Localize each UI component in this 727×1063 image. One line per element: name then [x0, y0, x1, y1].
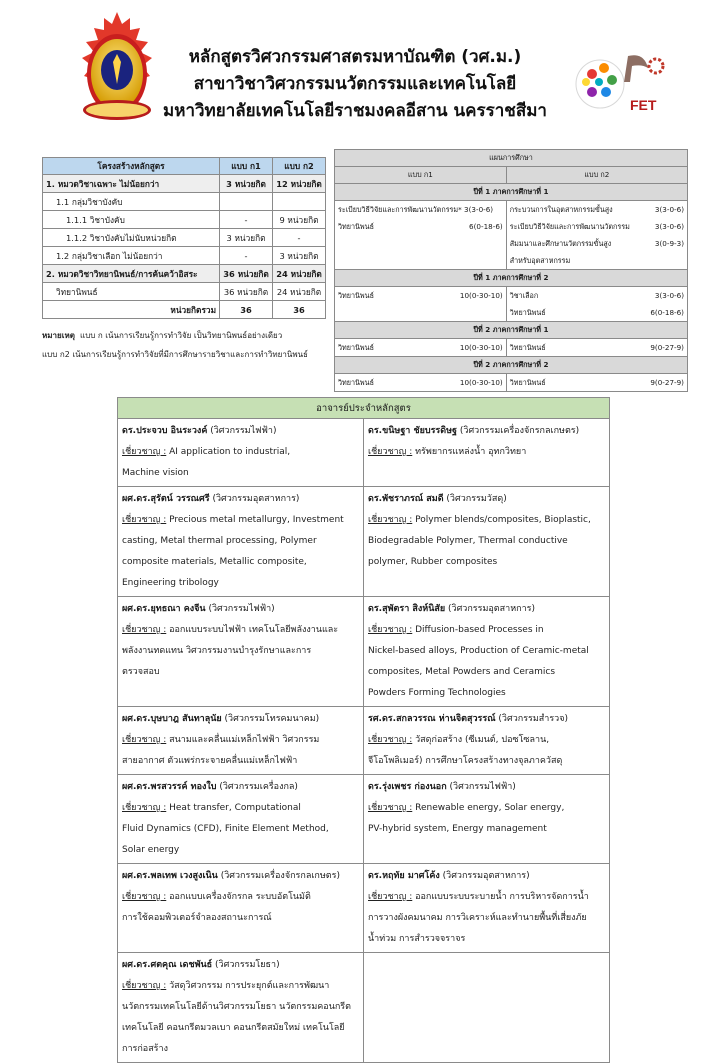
plan-courses-a1 — [335, 287, 507, 322]
expertise-text: Solar energy — [122, 845, 180, 855]
faculty-row — [118, 775, 610, 864]
expertise-label: เชี่ยวชาญ : — [368, 735, 413, 745]
faculty-member — [364, 707, 610, 775]
plan-section-row — [335, 270, 688, 287]
structure-row — [43, 229, 326, 247]
faculty-member-heading — [368, 777, 606, 798]
plan-course-credit: 10(0-30-10) — [459, 343, 503, 352]
expertise-text: Biodegradable Polymer, Thermal conductive — [368, 536, 568, 546]
plan-column-a2: แบบ ก2 — [506, 167, 687, 184]
plan-course-row — [335, 287, 688, 322]
expertise-text: Nickel-based alloys, Production of Ceramic-metal — [368, 646, 589, 656]
plan-course-row — [335, 374, 688, 392]
faculty-member-department: (วิศวกรรมสำรวจ) — [498, 714, 569, 724]
structure-row — [43, 247, 326, 265]
plan-course — [510, 304, 684, 321]
plan-course-name: ระเบียบวิธีวิจัยและการพัฒนานวัตกรรม — [509, 222, 630, 231]
plan-course-name: ระเบียบวิธีวิจัยและการพัฒนานวัตกรรม* 3(3-0-6) — [338, 205, 494, 214]
faculty-expertise-line — [122, 1039, 360, 1060]
page-header — [0, 0, 727, 150]
faculty-member-heading — [122, 489, 360, 510]
expertise-label: เชี่ยวชาญ : — [122, 981, 167, 991]
expertise-text: ตรวจสอบ — [122, 667, 160, 677]
faculty-member-heading — [368, 421, 606, 442]
plan-courses-a1 — [335, 339, 507, 357]
faculty-empty-cell — [364, 953, 610, 1063]
plan-course — [510, 201, 684, 218]
structure-row-a1: - — [220, 211, 273, 229]
expertise-text: Heat transfer, Computational — [169, 803, 301, 813]
structure-header-a1: แบบ ก1 — [220, 158, 273, 175]
expertise-text: สนามและคลื่นแม่เหล็กไฟฟ้า วิศวกรรม — [169, 735, 320, 745]
faculty-member — [118, 864, 364, 953]
expertise-text: Polymer blends/composites, Bioplastic, — [415, 515, 591, 525]
faculty-member — [364, 864, 610, 953]
structure-total-a2: 36 — [273, 301, 326, 319]
structure-row-a2 — [273, 193, 326, 211]
expertise-text: ทรัพยากรแหล่งน้ำ อุทกวิทยา — [415, 447, 527, 457]
faculty-expertise-line — [368, 442, 606, 463]
expertise-text: น้ำท่วม การสำรวจจราจร — [368, 934, 466, 944]
faculty-expertise-line — [368, 730, 606, 751]
faculty-member-department: (วิศวกรรมวัสดุ) — [446, 494, 507, 504]
plan-course-name: วิทยานิพนธ์ — [338, 222, 374, 231]
plan-courses-a1 — [335, 374, 507, 392]
expertise-text: การวางผังคมนาคม การวิเคราะห์และทำนายพื้นที่เสี่ยงภัย — [368, 913, 587, 923]
faculty-member-name: ดร.รุ่งเพชร ก่องนอก — [368, 782, 447, 792]
title-line-3: มหาวิทยาลัยเทคโนโลยีราชมงคลอีสาน นครราชสีมา — [163, 101, 547, 121]
faculty-expertise-line — [368, 887, 606, 908]
faculty-member-department: (วิศวกรรมเครื่องจักรกลเกษตร) — [220, 871, 340, 881]
faculty-member-department: (วิศวกรรมไฟฟ้า) — [210, 426, 277, 436]
structure-row-label: 1.1.1 วิชาบังคับ — [43, 211, 220, 229]
structure-row-label: 1.1 กลุ่มวิชาบังคับ — [43, 193, 220, 211]
plan-courses-a1 — [335, 201, 507, 270]
expertise-text: composites, Metal Powders and Ceramics — [368, 667, 556, 677]
structure-row — [43, 211, 326, 229]
faculty-body — [118, 398, 610, 1063]
expertise-text: Diffusion-based Processes in — [415, 625, 544, 635]
title-line-2: สาขาวิชาวิศวกรรมนวัตกรรมและเทคโนโลยี — [193, 74, 517, 94]
faculty-member-heading — [122, 421, 360, 442]
plan-courses-a2 — [506, 287, 687, 322]
faculty-expertise-line — [122, 442, 360, 463]
expertise-text: Engineering tribology — [122, 578, 219, 588]
structure-row — [43, 265, 326, 283]
plan-course-row — [335, 201, 688, 270]
plan-section-row — [335, 322, 688, 339]
faculty-expertise-line — [368, 531, 606, 552]
faculty-expertise-line — [122, 662, 360, 683]
study-plan-table — [334, 149, 688, 392]
plan-course — [510, 218, 684, 235]
plan-section-row — [335, 357, 688, 374]
faculty-expertise-line — [122, 1018, 360, 1039]
study-plan-body — [335, 150, 688, 392]
faculty-row — [118, 487, 610, 597]
plan-course-name: วิทยานิพนธ์ — [509, 308, 546, 317]
faculty-member — [364, 775, 610, 864]
plan-course — [510, 252, 684, 269]
faculty-expertise-line — [122, 531, 360, 552]
structure-body — [43, 175, 326, 319]
faculty-member-heading — [122, 777, 360, 798]
faculty-expertise-line — [122, 641, 360, 662]
plan-course-name: วิทยานิพนธ์ — [338, 291, 374, 300]
plan-course — [338, 374, 503, 391]
faculty-expertise-line — [368, 929, 606, 950]
faculty-expertise-line — [368, 908, 606, 929]
plan-course — [510, 235, 684, 252]
structure-row-label: วิทยานิพนธ์ — [43, 283, 220, 301]
plan-section-title: ปีที่ 2 ภาคการศึกษาที่ 2 — [335, 357, 688, 374]
faculty-expertise-line — [122, 573, 360, 594]
expertise-text: PV-hybrid system, Energy management — [368, 824, 547, 834]
faculty-member-department: (วิศวกรรมโทรคมนาคม) — [224, 714, 320, 724]
faculty-member-name: ผศ.ดร.บุษบาฎ สันทาลุนัย — [122, 714, 222, 724]
faculty-expertise-line — [122, 840, 360, 861]
faculty-member-heading — [122, 599, 360, 620]
note-line-1: แบบ ก เน้นการเรียนรู้การทำวิจัย เป็นวิทยานิพนธ์อย่างเดียว — [80, 331, 283, 340]
plan-course-credit: 3(3-0-6) — [654, 291, 684, 300]
expertise-label: เชี่ยวชาญ : — [368, 625, 413, 635]
faculty-member — [118, 775, 364, 864]
curriculum-structure-table — [42, 157, 326, 319]
faculty-member — [118, 953, 364, 1063]
faculty-expertise-line — [122, 620, 360, 641]
faculty-expertise-line — [368, 620, 606, 641]
expertise-label: เชี่ยวชาญ : — [368, 892, 413, 902]
faculty-member — [118, 419, 364, 487]
faculty-row — [118, 953, 610, 1063]
plan-course-credit: 6(0-18-6) — [650, 308, 684, 317]
faculty-expertise-line — [122, 819, 360, 840]
expertise-label: เชี่ยวชาญ : — [122, 735, 167, 745]
plan-course — [338, 201, 503, 218]
expertise-text: การก่อสร้าง — [122, 1044, 168, 1054]
structure-header-label: โครงสร้างหลักสูตร — [43, 158, 220, 175]
faculty-member-name: ผศ.ดร.ยุทธณา คงจีน — [122, 604, 206, 614]
plan-course-credit: 10(0-30-10) — [459, 291, 503, 300]
structure-row-a2: 24 หน่วยกิต — [273, 283, 326, 301]
plan-course-credit: 3(0-9-3) — [654, 239, 684, 248]
faculty-row — [118, 707, 610, 775]
plan-course — [338, 339, 503, 356]
faculty-expertise-line — [122, 730, 360, 751]
structure-row — [43, 175, 326, 193]
expertise-label: เชี่ยวชาญ : — [368, 515, 413, 525]
faculty-expertise-line — [122, 751, 360, 772]
plan-courses-a2 — [506, 201, 687, 270]
faculty-member — [364, 597, 610, 707]
plan-courses-a2 — [506, 339, 687, 357]
plan-course-credit: 3(3-0-6) — [654, 222, 684, 231]
faculty-member-department: (วิศวกรรมโยธา) — [215, 960, 280, 970]
faculty-expertise-line — [122, 552, 360, 573]
fet-logo-icon — [572, 48, 672, 118]
structure-total-row — [43, 301, 326, 319]
faculty-expertise-line — [122, 976, 360, 997]
plan-section-title: ปีที่ 1 ภาคการศึกษาที่ 1 — [335, 184, 688, 201]
structure-row-a1: 3 หน่วยกิต — [220, 175, 273, 193]
structure-note — [42, 326, 342, 364]
faculty-member — [118, 487, 364, 597]
faculty-member-name: ดร.หฤทัย มาศโค้ง — [368, 871, 440, 881]
expertise-text: การใช้คอมพิวเตอร์จำลองสถานะการณ์ — [122, 913, 272, 923]
expertise-label: เชี่ยวชาญ : — [368, 447, 413, 457]
structure-row-label: 1. หมวดวิชาเฉพาะ ไม่น้อยกว่า — [43, 175, 220, 193]
expertise-text: Powders Forming Technologies — [368, 688, 506, 698]
expertise-text: จีโอโพลิเมอร์) การศึกษาโครงสร้างทางจุลภาควัสดุ — [368, 756, 563, 766]
faculty-expertise-line — [368, 662, 606, 683]
plan-course-name: วิทยานิพนธ์ — [509, 378, 546, 387]
faculty-member-department: (วิศวกรรมอุตสาหการ) — [448, 604, 535, 614]
document-title — [160, 44, 550, 125]
expertise-label: เชี่ยวชาญ : — [122, 803, 167, 813]
faculty-member-department: (วิศวกรรมอุตสาหการ) — [442, 871, 530, 881]
expertise-label: เชี่ยวชาญ : — [368, 803, 413, 813]
faculty-member-heading — [368, 866, 606, 887]
structure-row-a1: - — [220, 247, 273, 265]
faculty-expertise-line — [122, 463, 360, 484]
faculty-member-department: (วิศวกรรมอุตสาหการ) — [212, 494, 300, 504]
title-line-1: หลักสูตรวิศวกรรมศาสตรมหาบัณฑิต (วศ.ม.) — [188, 47, 522, 67]
expertise-text: ออกแบบระบบไฟฟ้า เทคโนโลยีพลังงานและ — [169, 625, 339, 635]
expertise-text: นวัตกรรมเทคโนโลยีด้านวิศวกรรมโยธา นวัตกรรมคอนกรีต — [122, 1002, 351, 1012]
plan-course-credit: 10(0-30-10) — [459, 378, 503, 387]
faculty-table — [117, 397, 610, 1063]
expertise-text: AI application to industrial, — [169, 447, 291, 457]
plan-course — [338, 287, 503, 304]
faculty-expertise-line — [368, 751, 606, 772]
faculty-member-heading — [368, 489, 606, 510]
expertise-text: ออกแบบเครื่องจักรกล ระบบอัตโนมัติ — [169, 892, 311, 902]
faculty-row — [118, 597, 610, 707]
plan-section-title: ปีที่ 2 ภาคการศึกษาที่ 1 — [335, 322, 688, 339]
structure-row-label: 2. หมวดวิชาวิทยานิพนธ์/การค้นคว้าอิสระ — [43, 265, 220, 283]
faculty-expertise-line — [368, 552, 606, 573]
faculty-title-row — [118, 398, 610, 419]
plan-course-name: วิทยานิพนธ์ — [338, 378, 374, 387]
plan-course — [338, 218, 503, 235]
expertise-text: Precious metal metallurgy, Investment — [169, 515, 344, 525]
faculty-member-heading — [368, 599, 606, 620]
structure-row-a2: 9 หน่วยกิต — [273, 211, 326, 229]
faculty-member-name: ผศ.ดร.พรสวรรค์ ทองใบ — [122, 782, 217, 792]
structure-header-a2: แบบ ก2 — [273, 158, 326, 175]
faculty-expertise-line — [122, 798, 360, 819]
plan-course — [510, 339, 684, 356]
faculty-member-department: (วิศวกรรมไฟฟ้า) — [208, 604, 275, 614]
plan-course-credit: 9(0-27-9) — [650, 343, 684, 352]
faculty-expertise-line — [122, 908, 360, 929]
faculty-expertise-line — [122, 887, 360, 908]
university-seal-logo-icon — [78, 10, 156, 128]
expertise-label: เชี่ยวชาญ : — [122, 515, 167, 525]
plan-course-name: วิทยานิพนธ์ — [338, 343, 374, 352]
plan-course-name: สำหรับอุตสาหกรรม — [509, 256, 571, 265]
fet-logo-text: FET — [630, 97, 657, 113]
plan-section-row — [335, 184, 688, 201]
faculty-member-heading — [122, 955, 360, 976]
plan-course-name: วิทยานิพนธ์ — [509, 343, 546, 352]
note-line-2: แบบ ก2 เน้นการเรียนรู้การทำวิจัยที่มีการศึกษารายวิชาและการทำวิทยานิพนธ์ — [42, 350, 308, 359]
expertise-text: Fluid Dynamics (CFD), Finite Element Method, — [122, 824, 329, 834]
plan-course-row — [335, 339, 688, 357]
plan-course — [510, 374, 684, 391]
faculty-member-name: ดร.พัชราภรณ์ สมดี — [368, 494, 444, 504]
expertise-label: เชี่ยวชาญ : — [122, 892, 167, 902]
faculty-expertise-line — [368, 683, 606, 704]
faculty-member-name: ดร.ประจวบ อินระวงค์ — [122, 426, 208, 436]
structure-row-a2: - — [273, 229, 326, 247]
faculty-row — [118, 419, 610, 487]
faculty-row — [118, 864, 610, 953]
expertise-label: เชี่ยวชาญ : — [122, 447, 167, 457]
structure-row-a2: 24 หน่วยกิต — [273, 265, 326, 283]
faculty-expertise-line — [122, 510, 360, 531]
faculty-member — [364, 487, 610, 597]
faculty-expertise-line — [368, 798, 606, 819]
faculty-expertise-line — [122, 997, 360, 1018]
plan-course-name: กระบวนการในอุตสาหกรรมขั้นสูง — [509, 205, 613, 214]
expertise-text: ออกแบบระบบระบายน้ำ การบริหารจัดการน้ำ — [415, 892, 589, 902]
faculty-member-name: ผศ.ดร.ศตคุณ เดชพันธ์ — [122, 960, 213, 970]
expertise-text: composite materials, Metallic composite, — [122, 557, 307, 567]
expertise-text: วัสดุวิศวกรรม การประยุกต์และการพัฒนา — [169, 981, 330, 991]
plan-title: แผนการศึกษา — [335, 150, 688, 167]
faculty-member-name: ดร.สุพัตรา สิงห์นิสัย — [368, 604, 446, 614]
faculty-member-name: ผศ.ดร.พลเทพ เวงสูงเนิน — [122, 871, 218, 881]
faculty-member-name: รศ.ดร.สกลวรรณ ห่านจิตสุวรรณ์ — [368, 714, 496, 724]
faculty-member-name: ผศ.ดร.สุรัตน์ วรรณศรี — [122, 494, 210, 504]
expertise-label: เชี่ยวชาญ : — [122, 625, 167, 635]
note-title: หมายเหตุ — [42, 331, 75, 340]
faculty-member-heading — [122, 709, 360, 730]
expertise-text: พลังงานทดแทน วิศวกรรมงานบำรุงรักษาและการ — [122, 646, 312, 656]
expertise-text: Machine vision — [122, 468, 189, 478]
structure-header-row — [43, 158, 326, 175]
plan-courses-a2 — [506, 374, 687, 392]
structure-row-a1: 36 หน่วยกิต — [220, 283, 273, 301]
plan-course-credit: 3(3-0-6) — [654, 205, 684, 214]
plan-title-row — [335, 150, 688, 167]
faculty-member-heading — [368, 709, 606, 730]
faculty-member — [364, 419, 610, 487]
plan-course-name: วิชาเลือก — [509, 291, 539, 300]
faculty-member-department: (วิศวกรรมเครื่องจักรกลเกษตร) — [459, 426, 580, 436]
expertise-text: Renewable energy, Solar energy, — [415, 803, 565, 813]
plan-course-credit: 9(0-27-9) — [650, 378, 684, 387]
plan-column-row — [335, 167, 688, 184]
expertise-text: สายอากาศ ตัวแพร่กระจายคลื่นแม่เหล็กไฟฟ้า — [122, 756, 298, 766]
plan-column-a1: แบบ ก1 — [335, 167, 507, 184]
expertise-text: วัสดุก่อสร้าง (ซีเมนต์, ปอซโซลาน, — [415, 735, 550, 745]
faculty-member — [118, 597, 364, 707]
structure-row — [43, 193, 326, 211]
structure-row-label: 1.2 กลุ่มวิชาเลือก ไม่น้อยกว่า — [43, 247, 220, 265]
faculty-member-department: (วิศวกรรมเครื่องกล) — [219, 782, 298, 792]
plan-course-name: สัมมนาและศึกษานวัตกรรมขั้นสูง — [509, 239, 612, 248]
faculty-expertise-line — [368, 510, 606, 531]
plan-course-credit: 6(0-18-6) — [469, 222, 503, 231]
structure-row — [43, 283, 326, 301]
expertise-text: polymer, Rubber composites — [368, 557, 498, 567]
structure-row-a2: 12 หน่วยกิต — [273, 175, 326, 193]
faculty-member-heading — [122, 866, 360, 887]
faculty-expertise-line — [368, 819, 606, 840]
expertise-text: เทคโนโลยี คอนกรีตมวลเบา คอนกรีตสมัยใหม่ เทคโนโลยี — [122, 1023, 345, 1033]
faculty-member — [118, 707, 364, 775]
plan-course — [510, 287, 684, 304]
structure-row-a1: 36 หน่วยกิต — [220, 265, 273, 283]
structure-row-label: 1.1.2 วิชาบังคับไม่นับหน่วยกิต — [43, 229, 220, 247]
structure-total-a1: 36 — [220, 301, 273, 319]
faculty-expertise-line — [368, 641, 606, 662]
faculty-member-department: (วิศวกรรมไฟฟ้า) — [449, 782, 516, 792]
structure-row-a2: 3 หน่วยกิต — [273, 247, 326, 265]
faculty-title: อาจารย์ประจำหลักสูตร — [118, 398, 610, 419]
faculty-member-name: ดร.ขนิษฐา ชัยบรรดิษฐ — [368, 426, 457, 436]
structure-row-a1: 3 หน่วยกิต — [220, 229, 273, 247]
structure-row-a1 — [220, 193, 273, 211]
structure-total-label: หน่วยกิตรวม — [43, 301, 220, 319]
expertise-text: casting, Metal thermal processing, Polymer — [122, 536, 317, 546]
plan-section-title: ปีที่ 1 ภาคการศึกษาที่ 2 — [335, 270, 688, 287]
